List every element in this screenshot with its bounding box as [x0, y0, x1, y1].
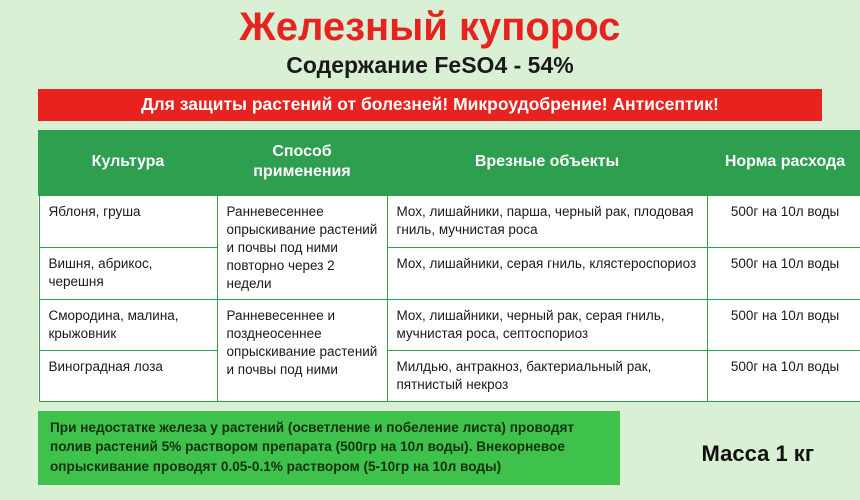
table-head	[39, 131, 860, 195]
page-title: Железный купорос	[239, 5, 621, 49]
deficiency-note: При недостатке железа у растений (осветление и побеление листа) проводят полив растений 5% раствором препарата (500гр на 10л воды). Внекорневое опрыскивание проводят 0.05-0.1% раствором (5-10гр на 10л воды)	[38, 411, 620, 485]
table-row	[39, 300, 860, 351]
application-table	[38, 130, 860, 401]
page-subtitle: Содержание FeSO4 - 54%	[286, 52, 574, 78]
cell-objects: Мох, лишайники, парша, черный рак, плодовая гниль, мучнистая роса	[387, 195, 707, 248]
cell-method: Ранневесеннее опрыскивание растений и почвы под ними повторно через 2 недели	[217, 195, 387, 300]
table-row	[39, 195, 860, 248]
cell-norm: 500г на 10л воды	[707, 195, 860, 248]
table-row	[39, 248, 860, 300]
column-header-method: Способ применения	[217, 131, 387, 195]
cell-culture: Вишня, абрикос, черешня	[39, 248, 217, 300]
table-row	[39, 350, 860, 401]
mass-label: Масса 1 кг	[701, 440, 814, 466]
footer-area	[38, 411, 822, 497]
column-header-culture: Культура	[39, 131, 217, 195]
cell-norm: 500г на 10л воды	[707, 300, 860, 351]
cell-method: Ранневесеннее и позднеосеннее опрыскивание растений и почвы под ними	[217, 300, 387, 401]
cell-objects: Мох, лишайники, серая гниль, клястероспориоз	[387, 248, 707, 300]
cell-objects: Мох, лишайники, черный рак, серая гниль, мучнистая роса, септоспориоз	[387, 300, 707, 351]
column-header-objects: Врезные объекты	[387, 131, 707, 195]
cell-culture: Яблоня, груша	[39, 195, 217, 248]
cell-objects: Милдью, антракноз, бактериальный рак, пятнистый некроз	[387, 350, 707, 401]
cell-culture: Виноградная лоза	[39, 350, 217, 401]
cell-norm: 500г на 10л воды	[707, 248, 860, 300]
cell-norm: 500г на 10л воды	[707, 350, 860, 401]
table-body	[39, 195, 860, 401]
table-header-row	[39, 131, 860, 195]
column-header-norm: Норма расхода	[707, 131, 860, 195]
promo-banner: Для защиты растений от болезней! Микроудобрение! Антисептик!	[38, 89, 822, 121]
cell-culture: Смородина, малина, крыжовник	[39, 300, 217, 351]
